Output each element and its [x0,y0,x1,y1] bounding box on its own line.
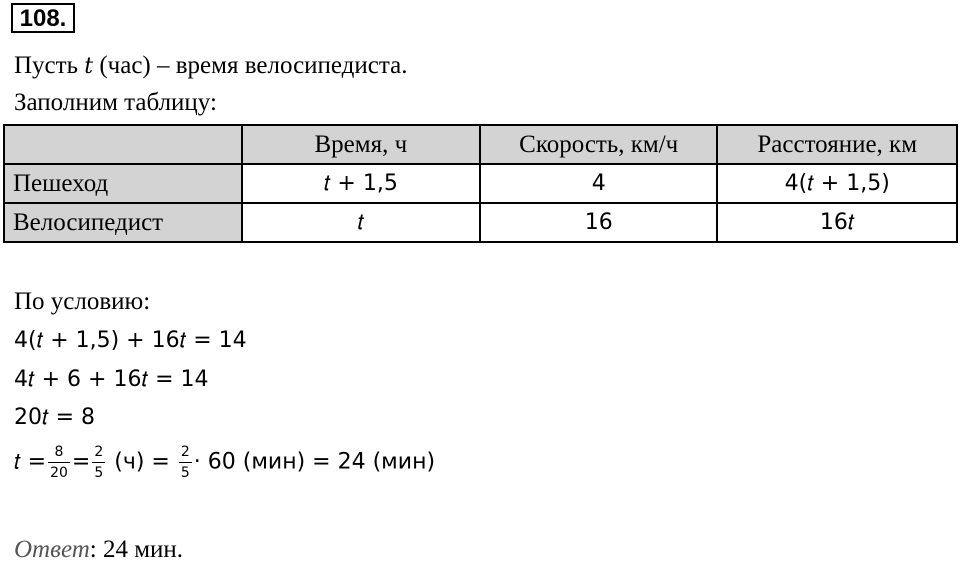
fraction-denominator: 5 [180,465,190,481]
final-rest: · 60 (мин) = 24 (мин) [193,449,436,475]
cell-speed: 16 [480,203,717,242]
answer-text: : 24 мин. [89,536,184,563]
equals-sign: = [71,449,91,475]
condition-label: По условию: [14,288,151,315]
final-equation [14,444,435,481]
equation-line: 4𝑡 + 6 + 16𝑡 = 14 [14,367,209,392]
cell-distance: 16𝑡 [717,203,957,242]
table-row [4,203,957,242]
fraction [48,444,70,481]
header-cell-speed: Скорость, км/ч [480,125,717,164]
fraction-denominator: 20 [50,465,68,481]
final-lhs: 𝑡 = [14,449,47,475]
fraction-numerator: 2 [179,444,192,463]
data-table [3,124,958,243]
equation-line: 20𝑡 = 8 [14,405,96,430]
cell-time: 𝑡 [242,203,480,242]
problem-number: 108. [11,3,75,33]
header-cell-empty [4,125,242,164]
row-label-pedestrian: Пешеход [4,164,242,203]
intro-line-1 [14,52,407,80]
variable-t: t [84,54,94,79]
fraction-numerator: 2 [92,444,105,463]
equation-line: 4(𝑡 + 1,5) + 16𝑡 = 14 [14,328,247,353]
answer-line [14,536,183,564]
intro-text-after: (час) – время велосипедиста. [93,52,408,79]
cell-time: 𝑡 + 1,5 [242,164,480,203]
fraction-denominator: 5 [94,465,104,481]
table-row [4,164,957,203]
unit-hours: (ч) = [107,449,170,475]
cell-speed: 4 [480,164,717,203]
cell-distance: 4(𝑡 + 1,5) [717,164,957,203]
header-cell-time: Время, ч [242,125,480,164]
fraction [179,444,192,481]
fraction [92,444,105,481]
header-cell-distance: Расстояние, км [717,125,957,164]
fraction-numerator: 8 [48,444,70,463]
intro-line-2: Заполним таблицу: [14,89,217,116]
answer-label: Ответ [14,536,90,563]
table-header-row [4,125,957,164]
row-label-cyclist: Велосипедист [4,203,242,242]
intro-text-before: Пусть [14,52,85,79]
